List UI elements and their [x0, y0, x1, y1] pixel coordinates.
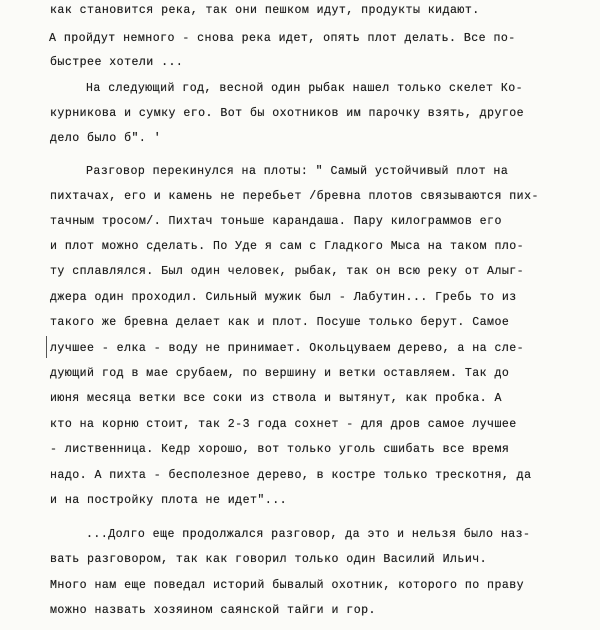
- margin-mark: [46, 336, 47, 358]
- text-line: джера один проходил. Сильный мужик был - Лабутин... Гребь то из: [50, 291, 517, 304]
- text-line: надо. А пихта - бесполезное дерево, в костре только трескотня, да: [50, 469, 532, 482]
- text-line: дующий год в мае срубаем, по вершину и ветки оставляем. Так до: [50, 367, 510, 380]
- text-line: как становится река, так они пешком идут, продукты кидают.: [50, 4, 480, 17]
- text-line: кто на корню стоит, так 2-3 года сохнет - для дров самое лучшее: [50, 418, 517, 431]
- text-line: На следующий год, весной один рыбак нашел только скелет Ко-: [86, 82, 524, 95]
- text-line: курникова и сумку его. Вот бы охотников им парочку взять, другое: [50, 107, 525, 120]
- text-line: - лиственница. Кедр хорошо, вот только уголь сшибать все время: [50, 443, 510, 456]
- text-line: дело было б". ': [50, 132, 162, 145]
- text-line: Разговор перекинулся на плоты: " Самый устойчивый плот на: [86, 165, 509, 178]
- text-line: пихтачах, его и камень не перебьет /бревна плотов связываются пих-: [50, 190, 539, 203]
- text-line: такого же бревна делает как и плот. Посуше только берут. Самое: [50, 316, 510, 329]
- text-line: ...Долго еще продолжался разговор, да это и нельзя было наз-: [86, 528, 531, 541]
- text-line: и плот можно сделать. По Уде я сам с Гладкого Мыса на таком пло-: [50, 240, 525, 253]
- text-line: А пройдут немного - снова река идет, опять плот делать. Все по-: [49, 32, 516, 45]
- text-line: можно назвать хозяином саянской тайги и гор.: [50, 604, 376, 617]
- text-line: лучшее - елка - воду не принимает. Окольцуваем дерево, а на сле-: [50, 342, 525, 355]
- text-line: тачным тросом/. Пихтач тоньше карандаша. Пару килограммов его: [50, 215, 502, 228]
- text-line: июня месяца ветки все соки из ствола и вытянут, как пробка. А: [50, 392, 502, 405]
- text-line: Много нам еще поведал историй бывалый охотник, которого по праву: [50, 579, 525, 592]
- text-line: быстрее хотели ...: [50, 56, 184, 69]
- text-line: вать разговором, так как говорил только один Василий Ильич.: [50, 553, 488, 566]
- text-line: ту сплавлялся. Был один человек, рыбак, так он всю реку от Алыг-: [50, 265, 525, 278]
- text-line: и на постройку плота не идет"...: [50, 494, 288, 507]
